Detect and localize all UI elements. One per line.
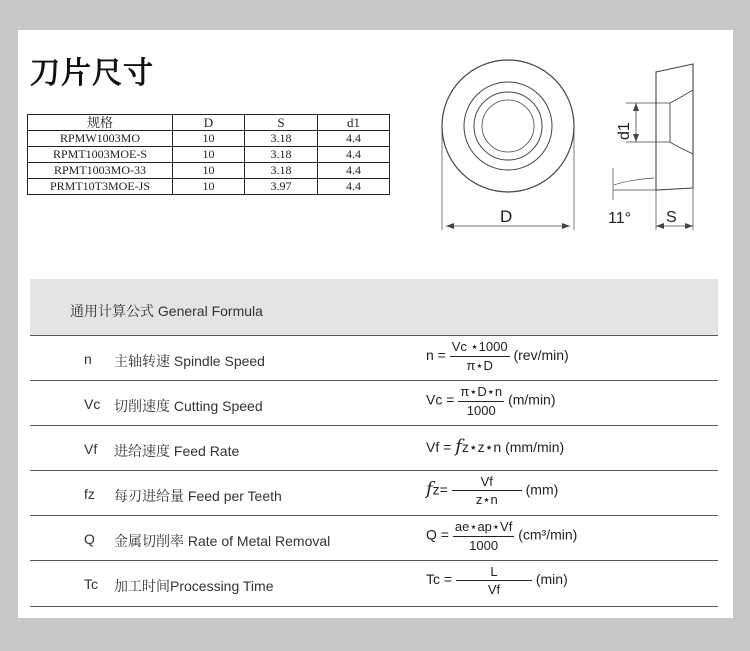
- header-s: S: [245, 115, 318, 131]
- cell-s: 3.97: [245, 179, 318, 195]
- formula-row-metal-removal: [30, 515, 718, 561]
- cell-d: 10: [173, 131, 245, 147]
- cell-d1: 4.4: [318, 163, 390, 179]
- label-s: S: [666, 209, 677, 226]
- label-d1: d1: [616, 122, 633, 140]
- cell-s: 3.18: [245, 163, 318, 179]
- formula-row-cutting-speed: [30, 380, 718, 426]
- formula-symbol: Vc: [84, 396, 101, 412]
- formula-symbol: Tc: [84, 576, 98, 592]
- formula-symbol: fz: [84, 486, 95, 502]
- formula-row-processing-time: [30, 560, 718, 606]
- cell-model: RPMT1003MOE-S: [28, 147, 173, 163]
- insert-drawing: [18, 30, 733, 270]
- page-title: 刀片尺寸: [30, 56, 154, 91]
- cell-d: 10: [173, 179, 245, 195]
- header-d: D: [173, 115, 245, 131]
- header-spec: 规格: [28, 115, 173, 131]
- formula-symbol: Q: [84, 531, 95, 547]
- formula-symbol: n: [84, 351, 92, 367]
- formula-expression: Vf = fz⋆z⋆n (mm/min): [426, 436, 565, 457]
- content-panel: [18, 30, 733, 618]
- formula-name: 金属切削率 Rate of Metal Removal: [114, 533, 331, 549]
- insert-side-view: [613, 64, 693, 230]
- formula-heading: 通用计算公式 General Formula: [70, 303, 263, 319]
- label-angle: 11°: [608, 210, 632, 227]
- formula-expression: Tc = $\frac{L}{Vf}$ (min): [426, 564, 568, 597]
- header-d1: d1: [318, 115, 390, 131]
- cell-model: PRMT10T3MOE-JS: [28, 179, 173, 195]
- cell-d1: 4.4: [318, 147, 390, 163]
- formula-name: 切削速度 Cutting Speed: [114, 398, 263, 414]
- formula-symbol: Vf: [84, 441, 98, 457]
- formula-name: 主轴转速 Spindle Speed: [114, 353, 265, 369]
- formula-expression: Q = $\frac{ae⋆ap⋆Vf}{1000}$ (cm³/min): [426, 519, 578, 553]
- label-d: D: [500, 207, 513, 226]
- formula-name: 加工时间Processing Time: [114, 578, 274, 594]
- formula-name: 每刃进给量 Feed per Teeth: [114, 488, 282, 504]
- formula-row-feed-per-teeth: [30, 470, 718, 516]
- cell-d1: 4.4: [318, 179, 390, 195]
- cell-model: RPMW1003MO: [28, 131, 173, 147]
- cell-s: 3.18: [245, 131, 318, 147]
- formula-bottom-rule: [30, 606, 718, 607]
- cell-d: 10: [173, 163, 245, 179]
- formula-expression: n = $\frac{Vc ⋆1000}{\pi⋆D}$ (rev/min): [426, 339, 569, 373]
- formula-expression: fz= $\frac{Vf}{z⋆n}$ (mm): [426, 474, 559, 507]
- cell-model: RPMT1003MO-33: [28, 163, 173, 179]
- cell-s: 3.18: [245, 147, 318, 163]
- formula-heading-bar: [30, 279, 718, 335]
- cell-d1: 4.4: [318, 131, 390, 147]
- formula-expression: Vc = $\frac{\pi⋆D⋆n}{1000}$ (m/min): [426, 384, 556, 418]
- formula-name: 进给速度 Feed Rate: [114, 443, 240, 459]
- cell-d: 10: [173, 147, 245, 163]
- formula-row-feed-rate: [30, 425, 718, 471]
- formula-row-spindle-speed: [30, 335, 718, 381]
- insert-top-view: [442, 60, 574, 230]
